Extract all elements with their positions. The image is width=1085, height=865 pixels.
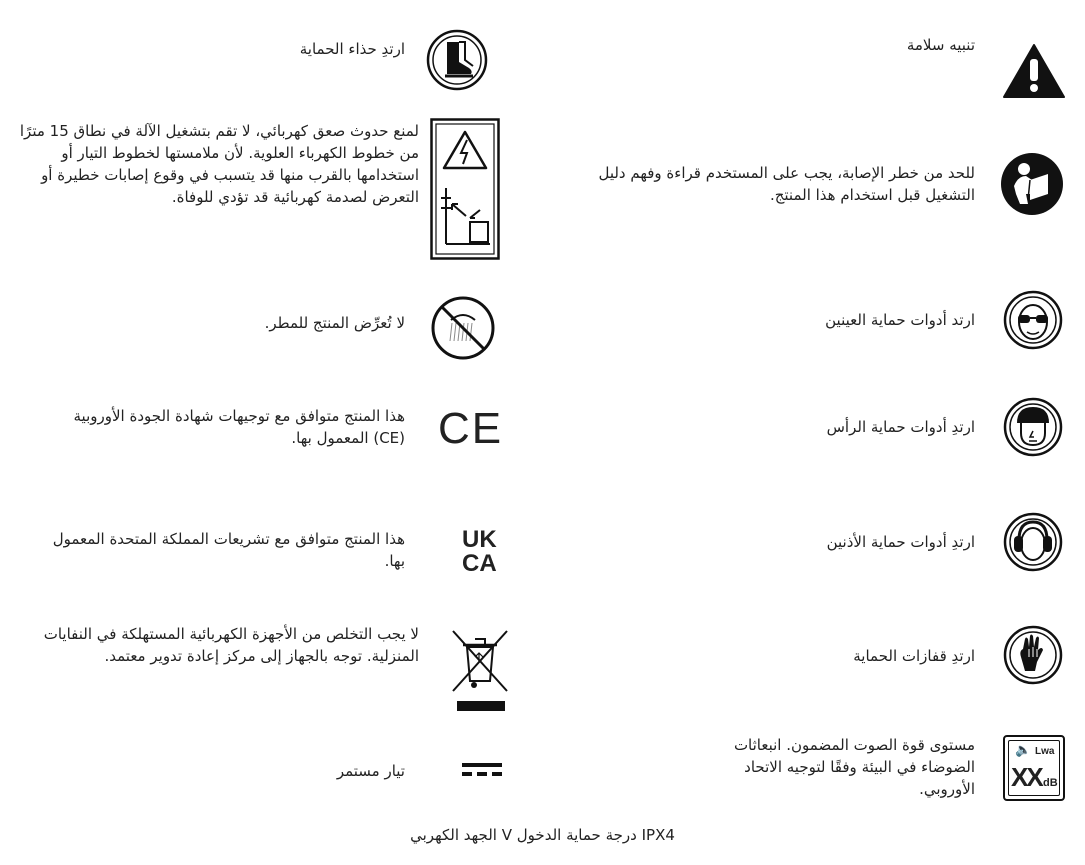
electrocution-text: لمنع حدوث صعق كهربائي، لا تقم بتشغيل الآلة في نطاق 15 مترًا من خطوط الكهرباء العلوية. لأن ملامستها لخطوط التيار أو استخدامها بالقرب منها قد يتسبب في وقوع إصابات خطيرة أو التعرض لصدمة كهربائية قد تؤدي للوفاة.	[19, 122, 419, 206]
head-protection-icon	[1003, 395, 1063, 459]
warning-triangle-icon	[1002, 43, 1066, 99]
read-manual-icon	[1000, 152, 1064, 216]
eye-protection-icon	[1003, 288, 1063, 352]
ear-protection-text: ارتدِ أدوات حماية الأذنين	[826, 533, 975, 551]
read-manual-text: للحد من خطر الإصابة، يجب على المستخدم قراءة وفهم دليل التشغيل قبل استخدام هذا المنتج.	[598, 164, 975, 204]
ce-text: هذا المنتج متوافق مع توجيهات شهادة الجودة الأوروبية (CE) المعمول بها.	[73, 407, 405, 447]
gloves-icon	[1003, 623, 1063, 687]
ukca-top: UK	[462, 526, 497, 553]
sound-power-text: مستوى قوة الصوت المضمون. انبعاثات الضوضاء في البيئة وفقًا لتوجيه الاتحاد الأوروبي.	[733, 736, 975, 798]
head-protection-text: ارتدِ أدوات حماية الرأس	[826, 418, 975, 436]
gloves-text: ارتدِ قفازات الحماية	[853, 647, 975, 665]
electrocution-warning-icon	[430, 118, 500, 260]
boots-text: ارتدِ حذاء الحماية	[299, 40, 405, 58]
ukca-mark-icon	[462, 528, 502, 580]
direct-current-text: تيار مستمر	[336, 762, 405, 780]
ear-protection-icon	[1003, 510, 1063, 574]
sound-badge-main: XX	[1011, 762, 1042, 792]
ce-mark-icon	[438, 405, 508, 455]
direct-current-icon	[460, 758, 504, 782]
safety-alert-text: تنبيه سلامة	[906, 36, 975, 54]
sound-badge-sub: dB	[1043, 777, 1058, 789]
sound-power-icon	[1003, 735, 1063, 799]
ukca-text: هذا المنتج متوافق مع تشريعات المملكة المتحدة المعمول بها.	[52, 530, 405, 570]
sound-badge-top: Lwa	[1035, 746, 1055, 757]
ce-mark-text: CE	[438, 404, 504, 453]
no-rain-text: لا تُعرِّض المنتج للمطر.	[264, 314, 405, 332]
ukca-bottom: CA	[462, 550, 497, 577]
protective-boots-icon	[425, 28, 489, 92]
sound-speaker-icon: 🔈	[1015, 743, 1032, 758]
weee-text: لا يجب التخلص من الأجهزة الكهربائية المستهلكة في النفايات المنزلية. توجه بالجهاز إلى مركز إعادة تدوير معتمد.	[43, 625, 419, 665]
weee-bin-icon	[445, 625, 515, 717]
no-rain-icon	[430, 295, 496, 361]
eye-protection-text: ارتد أدوات حماية العينين	[825, 311, 975, 329]
footer-text: IPX4 درجة حماية الدخول V الجهد الكهربي	[410, 826, 675, 844]
